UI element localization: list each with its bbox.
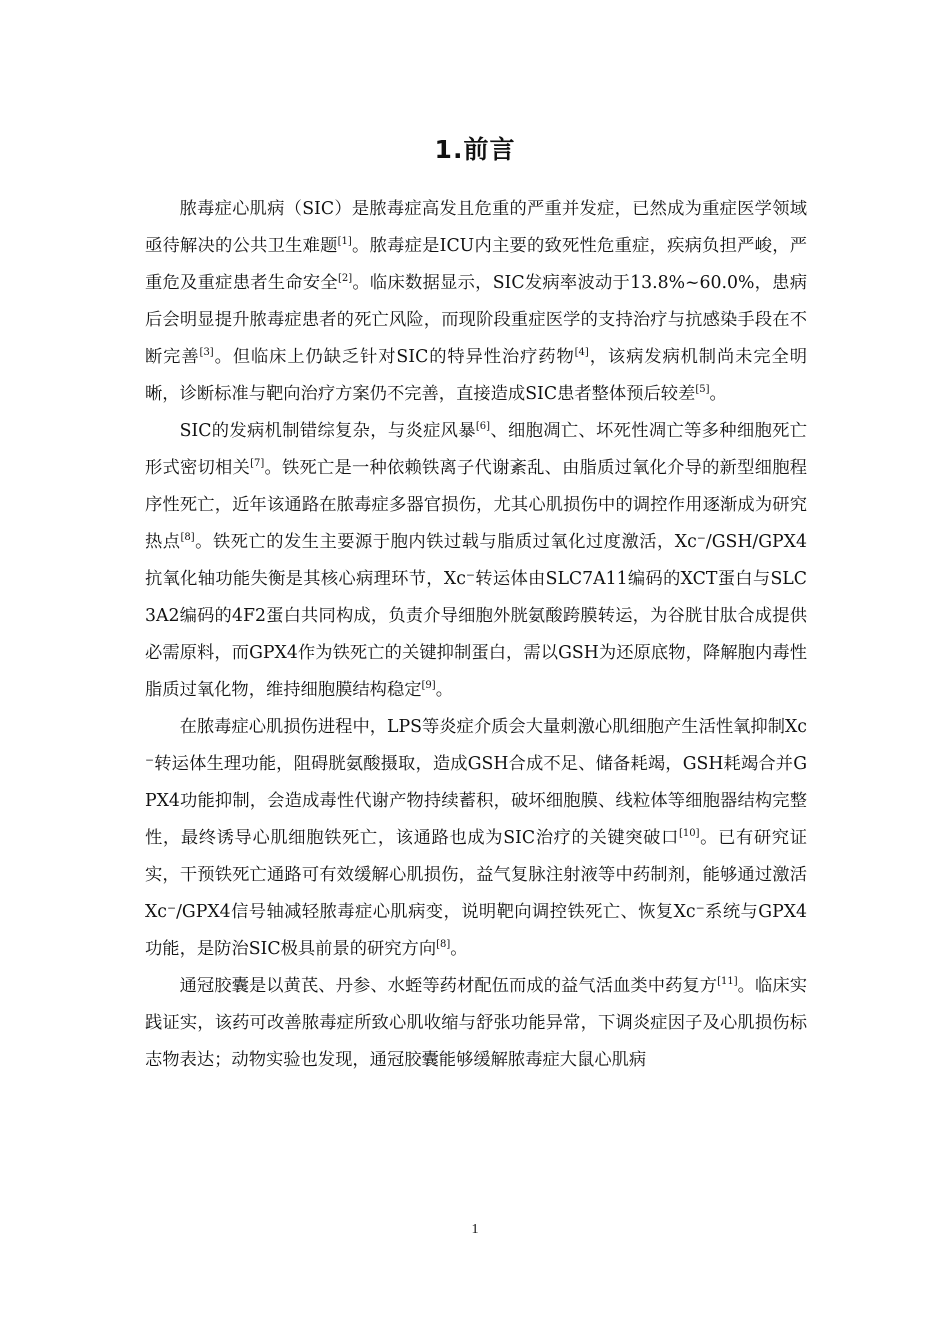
paragraph-text: 。已有研究证实，干预铁死亡通路可有效缓解心肌损伤，益气复脉注射液等中药制剂，能够通过激活Xc⁻/GPX4信号轴减轻脓毒症心肌病变，说明靶向调控铁死亡、恢复Xc⁻系统与GPX4功能，是防治SIC极具前景的研究方向 xyxy=(145,828,807,959)
body-paragraph xyxy=(145,413,807,709)
paragraph-text: 在脓毒症心肌损伤进程中，LPS等炎症介质会大量刺激心肌细胞产生活性氧抑制Xc⁻转运体生理功能，阻碍胱氨酸摄取，造成GSH合成不足、储备耗竭，GSH耗竭合并GPX4功能抑制，会造成毒性代谢产物持续蓄积，破坏细胞膜、线粒体等细胞器结构完整性，最终诱导心肌细胞铁死亡，该通路也成为SIC治疗的关键突破口 xyxy=(145,717,807,848)
paragraph-text: SIC的发病机制错综复杂，与炎症风暴 xyxy=(179,421,476,441)
citation-reference: [8] xyxy=(436,939,451,950)
paragraph-text: 。 xyxy=(450,939,468,959)
citation-reference: [4] xyxy=(574,347,589,358)
document-body xyxy=(145,191,807,1079)
citation-reference: [3] xyxy=(199,347,214,358)
citation-reference: [7] xyxy=(250,458,265,469)
citation-reference: [10] xyxy=(679,828,700,839)
citation-reference: [5] xyxy=(695,384,710,395)
paragraph-text: 。临床数据显示，SIC发病率波动于13.8%~60.0%，患病后会明显提升脓毒症患者的死亡风险，而现阶段重症医学的支持治疗与抗感染手段在不断完善 xyxy=(145,273,807,367)
paragraph-text: 。但临床上仍缺乏针对SIC的特异性治疗药物 xyxy=(213,347,575,367)
paragraph-text: 。 xyxy=(435,680,453,700)
paragraph-text: 。临床实践证实，该药可改善脓毒症所致心肌收缩与舒张功能异常，下调炎症因子及心肌损伤标志物表达；动物实验也发现，通冠胶囊能够缓解脓毒症大鼠心肌病 xyxy=(145,976,807,1070)
citation-reference: [2] xyxy=(337,273,353,284)
paragraph-text: 。 xyxy=(709,384,727,404)
body-paragraph xyxy=(145,709,807,968)
body-paragraph xyxy=(145,968,807,1079)
citation-reference: [6] xyxy=(475,421,491,432)
page-number: 1 xyxy=(471,1222,479,1237)
paragraph-text: 、细胞凋亡、坏死性凋亡等多种细胞死亡形式密切相关 xyxy=(145,421,807,478)
citation-reference: [11] xyxy=(717,976,738,987)
citation-reference: [8] xyxy=(180,532,195,543)
paragraph-text: 。脓毒症是ICU内主要的致死性危重症，疾病负担严峻，严重危及重症患者生命安全 xyxy=(145,236,807,293)
paragraph-text: ，该病发病机制尚未完全明晰，诊断标准与靶向治疗方案仍不完善，直接造成SIC患者整体预后较差 xyxy=(145,347,807,404)
paragraph-text: 。铁死亡的发生主要源于胞内铁过载与脂质过氧化过度激活，Xc⁻/GSH/GPX4抗氧化轴功能失衡是其核心病理环节，Xc⁻转运体由SLC7A11编码的XCT蛋白与SLC3A2编码的4F2蛋白共同构成，负责介导细胞外胱氨酸跨膜转运，为谷胱甘肽合成提供必需原料，而GPX4作为铁死亡的关键抑制蛋白，需以GSH为还原底物，降解胞内毒性脂质过氧化物，维持细胞膜结构稳定 xyxy=(145,532,807,700)
paragraph-text: 脓毒症心肌病（SIC）是脓毒症高发且危重的严重并发症，已然成为重症医学领域亟待解决的公共卫生难题 xyxy=(145,199,807,256)
body-paragraph xyxy=(145,191,807,413)
paragraph-text: 通冠胶囊是以黄芪、丹参、水蛭等药材配伍而成的益气活血类中药复方 xyxy=(179,976,718,996)
page-title: 1.前言 xyxy=(434,135,516,164)
citation-reference: [9] xyxy=(421,680,436,691)
paragraph-text: 。铁死亡是一种依赖铁离子代谢紊乱、由脂质过氧化介导的新型细胞程序性死亡，近年该通路在脓毒症多器官损伤，尤其心肌损伤中的调控作用逐渐成为研究热点 xyxy=(145,458,807,552)
citation-reference: [1] xyxy=(337,236,352,247)
